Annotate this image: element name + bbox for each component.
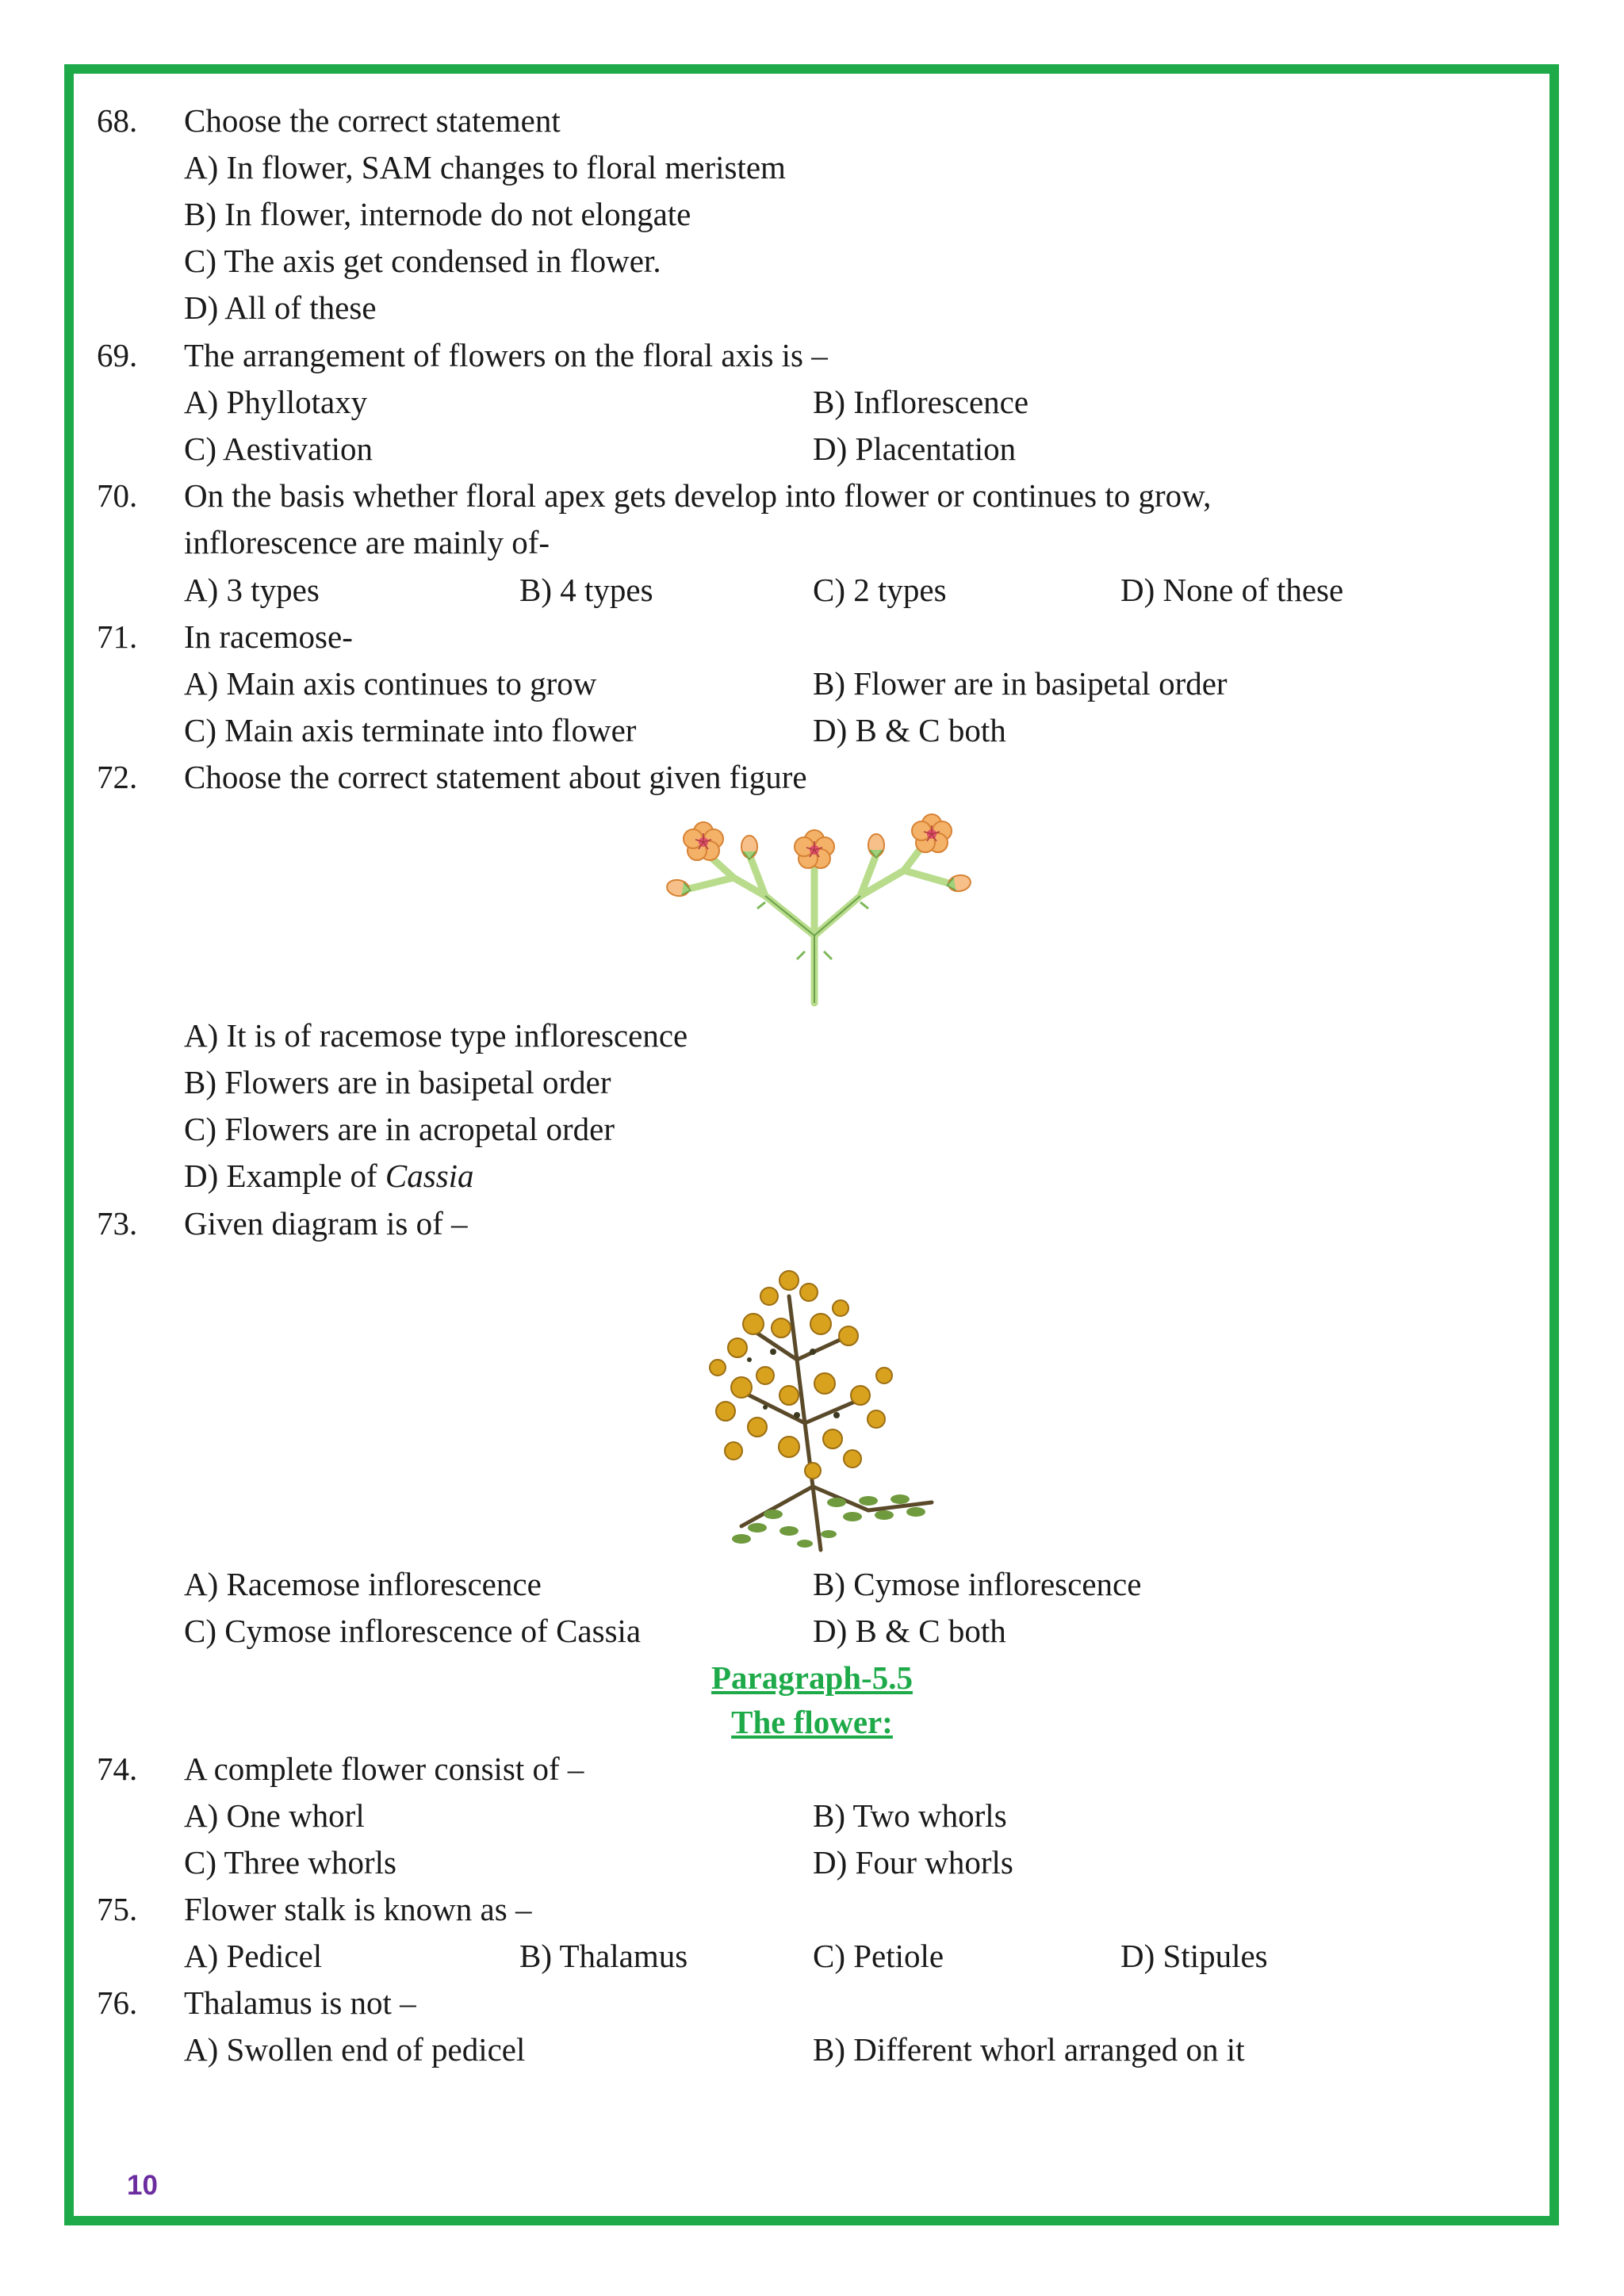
question-text-continued: inflorescence are mainly of- (184, 524, 550, 561)
option: A) It is of racemose type inflorescence (184, 1017, 688, 1054)
option: D) Four whorls (813, 1844, 1013, 1881)
option: A) Swollen end of pedicel (184, 2031, 526, 2068)
option: B) Cymose inflorescence (813, 1566, 1142, 1602)
option: C) Petiole (813, 1938, 944, 1974)
option: D) Placentation (813, 430, 1017, 467)
option-prefix: D) Example of (184, 1158, 385, 1194)
option: D) B & C both (813, 1613, 1006, 1649)
option: A) One whorl (184, 1797, 365, 1834)
option: B) Flowers are in basipetal order (184, 1064, 611, 1100)
question-text: A complete flower consist of – (184, 1751, 584, 1787)
question-number: 68. (97, 102, 138, 139)
question-text: In racemose- (184, 618, 353, 655)
question-text: Flower stalk is known as – (184, 1891, 532, 1927)
option: C) Flowers are in acropetal order (184, 1111, 615, 1147)
option: A) Pedicel (184, 1938, 323, 1974)
option: C) 2 types (813, 572, 947, 608)
option: A) Phyllotaxy (184, 384, 368, 420)
question-text: Thalamus is not – (184, 1984, 416, 2021)
option: C) Aestivation (184, 430, 373, 467)
option: B) 4 types (519, 572, 653, 608)
cassia-inflorescence-photo (694, 1249, 948, 1554)
option: C) Main axis terminate into flower (184, 712, 637, 748)
option-italic-term: Cassia (385, 1158, 474, 1194)
option: D) Stipules (1120, 1938, 1268, 1974)
question-text: The arrangement of flowers on the floral axis is – (184, 337, 828, 373)
question-number: 74. (97, 1751, 138, 1787)
option (184, 1154, 474, 1197)
question-number: 75. (97, 1891, 138, 1927)
option: A) Racemose inflorescence (184, 1566, 542, 1602)
option: D) All of these (184, 289, 377, 326)
question-text: On the basis whether floral apex gets develop into flower or continues to grow, (184, 477, 1212, 514)
question-number: 72. (97, 759, 138, 795)
option: D) B & C both (813, 712, 1006, 748)
option: B) In flower, internode do not elongate (184, 196, 691, 232)
option: B) Flower are in basipetal order (813, 665, 1228, 702)
cymose-inflorescence-figure (646, 801, 987, 1008)
question-text: Choose the correct statement about given figure (184, 759, 807, 795)
option: C) Cymose inflorescence of Cassia (184, 1613, 642, 1649)
section-title: The flower: (731, 1704, 893, 1740)
question-number: 69. (97, 337, 138, 373)
option: C) The axis get condensed in flower. (184, 243, 661, 279)
option: A) In flower, SAM changes to floral meristem (184, 149, 786, 186)
question-text: Given diagram is of – (184, 1205, 468, 1242)
option: A) Main axis continues to grow (184, 665, 597, 702)
question-number: 76. (97, 1984, 138, 2021)
question-text: Choose the correct statement (184, 102, 561, 139)
option: B) Different whorl arranged on it (813, 2031, 1245, 2068)
option: C) Three whorls (184, 1844, 396, 1881)
option: B) Inflorescence (813, 384, 1029, 420)
option: D) None of these (1120, 572, 1344, 608)
option: A) 3 types (184, 572, 320, 608)
page-number: 10 (127, 2170, 158, 2201)
option: B) Thalamus (519, 1938, 688, 1974)
question-number: 73. (97, 1205, 138, 1242)
option: B) Two whorls (813, 1797, 1007, 1834)
question-number: 70. (97, 477, 138, 514)
question-number: 71. (97, 618, 138, 655)
paragraph-label: Paragraph-5.5 (711, 1659, 913, 1696)
